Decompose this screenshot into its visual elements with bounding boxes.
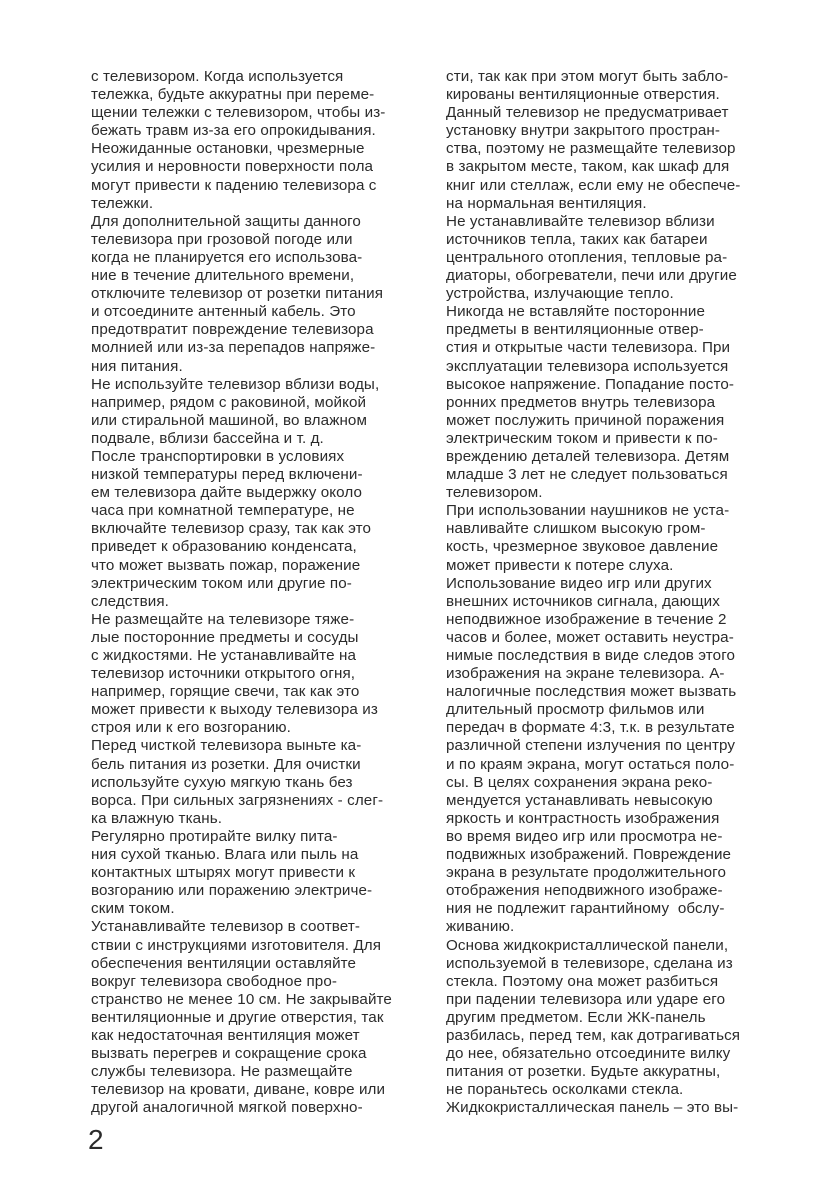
text-line: кированы вентиляционные отверстия. [446,86,720,104]
text-line: длительный просмотр фильмов или [446,701,705,719]
text-line: Никогда не вставляйте посторонние [446,303,706,321]
text-line: низкой температуры перед включени- [91,466,363,484]
right-text-column [446,68,788,1117]
text-line: например, горящие свечи, так как это [91,683,360,701]
text-line: книг или стеллаж, если ему не обеспече- [446,176,741,194]
text-line: центрального отопления, тепловые ра- [446,248,728,266]
text-line: усилия и неровности поверхности пола [91,158,374,176]
text-line: на нормальная вентиляция. [446,194,647,212]
text-line: используемой в телевизоре, сделана из [446,954,733,972]
text-line: подвале, вблизи бассейна и т. д. [91,429,324,447]
text-line: Данный телевизор не предусматривает [446,104,729,122]
text-line: другим предметом. Если ЖК-панель [446,1008,706,1026]
left-text-column [91,68,433,1117]
text-line: ем телевизора дайте выдержку около [91,484,363,502]
text-line: Регулярно протирайте вилку пита- [91,827,338,845]
text-line: часа при комнатной температуре, не [91,502,355,520]
text-line: в закрытом месте, таком, как шкаф для [446,158,730,176]
text-line: Не размещайте на телевизоре тяже- [91,610,355,628]
text-line: во время видео игр или просмотра не- [446,827,723,845]
page-number: 2 [88,1124,104,1155]
text-line: что может вызвать пожар, поражение [91,556,361,574]
text-line: обеспечения вентиляции оставляйте [91,954,357,972]
text-line: вреждению деталей телевизора. Детям [446,447,730,465]
text-line: странство не менее 10 см. Не закрывайте [91,990,392,1008]
text-line: молнией или из-за перепадов напряже- [91,339,376,357]
text-line: устройства, излучающие тепло. [446,285,674,303]
text-line: высокое напряжение. Попадание посто- [446,375,735,393]
text-line: ронних предметов внутрь телевизора [446,393,716,411]
text-line: Неожиданные остановки, чрезмерные [91,140,365,158]
text-line: вентиляционные и другие отверстия, так [91,1008,384,1026]
text-line: отображения неподвижного изображе- [446,882,723,900]
text-line: налогичные последствия может вызвать [446,683,737,701]
text-line: ворса. При сильных загрязнениях - слег- [91,791,384,809]
text-line: Не используйте телевизор вблизи воды, [91,375,380,393]
text-line: экрана в результате продолжительного [446,864,727,882]
text-line: эксплуатации телевизора используется [446,357,729,375]
text-line: может послужить причиной поражения [446,411,725,429]
text-line: с жидкостями. Не устанавливайте на [91,647,357,664]
text-line: электрическим током и привести к по- [446,429,718,447]
text-line: тележка, будьте аккуратны при переме- [91,86,375,104]
text-line: контактных штырях могут привести к [91,864,356,882]
text-line: предотвратит повреждение телевизора [91,321,374,339]
text-line: разбилась, перед тем, как дотрагиваться [446,1026,741,1044]
text-line: электрическим током или другие по- [91,574,352,592]
text-line: как недостаточная вентиляция может [91,1026,360,1044]
text-line: строя или к его возгоранию. [91,719,291,737]
text-line: телевизора при грозовой погоде или [91,230,353,248]
text-line: телевизором. [446,484,543,502]
text-line: службы телевизора. Не размещайте [91,1063,353,1081]
text-line: питания от розетки. Будьте аккуратны, [446,1063,721,1081]
text-line: изображения на экране телевизора. А- [446,665,725,683]
text-line: бель питания из розетки. Для очистки [91,755,361,773]
text-line: живанию. [446,918,515,936]
text-line: неподвижное изображение в течение 2 [446,610,727,628]
text-line: когда не планируется его использова- [91,248,363,266]
text-line: При использовании наушников не уста- [446,502,730,520]
text-line: щении тележки с телевизором, чтобы из- [91,104,386,122]
text-line: телевизор на кровати, диване, ковре или [91,1081,386,1099]
text-line: Перед чисткой телевизора выньте ка- [91,737,362,755]
text-line: приведет к образованию конденсата, [91,538,357,556]
text-line: включайте телевизор сразу, так как это [91,520,372,538]
text-line: сы. В целях сохранения экрана реко- [446,773,713,791]
text-line: Использование видео игр или других [446,574,712,592]
text-line: стия и открытые части телевизора. При [446,339,731,357]
text-line: различной степени излучения по центру [446,737,736,755]
text-line: мендуется устанавливать невысокую [446,791,713,809]
text-line: и по краям экрана, могут остаться поло- [446,755,735,773]
text-line: передач в формате 4:3, т.к. в результате [446,719,735,737]
text-line: нимые последствия в виде следов этого [446,647,736,664]
text-line: ским током. [91,900,175,918]
text-line: или стиральной машиной, во влажном [91,411,368,429]
text-line: навливайте слишком высокую гром- [446,520,706,538]
text-line: ствии с инструкциями изготовителя. Для [91,936,382,954]
text-line: стекла. Поэтому она может разбиться [446,972,719,990]
text-line: могут привести к падению телевизора с [91,176,377,194]
text-line: и отсоедините антенный кабель. Это [91,303,356,321]
text-line: кость, чрезмерное звуковое давление [446,538,719,556]
text-line: младше 3 лет не следует пользоваться [446,466,728,484]
text-line: установку внутри закрытого простран- [446,122,721,140]
text-line: может привести к выходу телевизора из [91,701,378,719]
text-line: другой аналогичной мягкой поверхно- [91,1099,363,1117]
text-line: Жидкокристаллическая панель – это вы- [446,1099,739,1117]
text-line: ка влажную ткань. [91,809,223,827]
text-line: сти, так как при этом могут быть забло- [446,68,729,85]
text-line: возгоранию или поражению электриче- [91,882,373,900]
text-line: Основа жидкокристаллической панели, [446,936,729,954]
text-line: источников тепла, таких как батареи [446,230,708,248]
text-line: ние в течение длительного времени, [91,267,355,285]
text-line: внешних источников сигнала, дающих [446,592,720,610]
text-line: Не устанавливайте телевизор вблизи [446,212,715,230]
text-line: бежать травм из-за его опрокидывания. [91,122,376,140]
text-line: вокруг телевизора свободное про- [91,972,338,990]
text-line: подвижных изображений. Повреждение [446,846,732,864]
text-line: Устанавливайте телевизор в соответ- [91,918,361,936]
text-line: телевизор источники открытого огня, [91,665,356,683]
text-line: до нее, обязательно отсоедините вилку [446,1045,731,1063]
text-line: например, рядом с раковиной, мойкой [91,393,367,411]
text-line: может привести к потере слуха. [446,556,674,574]
text-line: вызвать перегрев и сокращение срока [91,1045,367,1063]
text-line: яркость и контрастность изображения [446,809,720,827]
text-line: ния питания. [91,357,183,375]
text-line: не пораньтесь осколками стекла. [446,1081,684,1099]
text-line: Для дополнительной защиты данного [91,212,361,230]
text-line: следствия. [91,592,169,610]
text-line: часов и более, может оставить неустра- [446,628,734,646]
text-line: тележки. [91,194,154,212]
text-line: используйте сухую мягкую ткань без [91,773,353,791]
text-line: отключите телевизор от розетки питания [91,285,384,303]
text-line: предметы в вентиляционные отвер- [446,321,704,339]
text-line: диаторы, обогреватели, печи или другие [446,267,737,285]
text-line: лые посторонние предметы и сосуды [91,628,359,646]
text-line: при падении телевизора или ударе его [446,990,726,1008]
text-line: ния сухой тканью. Влага или пыль на [91,846,359,864]
text-line: ния не подлежит гарантийному обслу- [446,900,725,918]
text-line: После транспортировки в условиях [91,447,345,465]
text-line: с телевизором. Когда используется [91,68,344,85]
text-line: ства, поэтому не размещайте телевизор [446,140,736,158]
